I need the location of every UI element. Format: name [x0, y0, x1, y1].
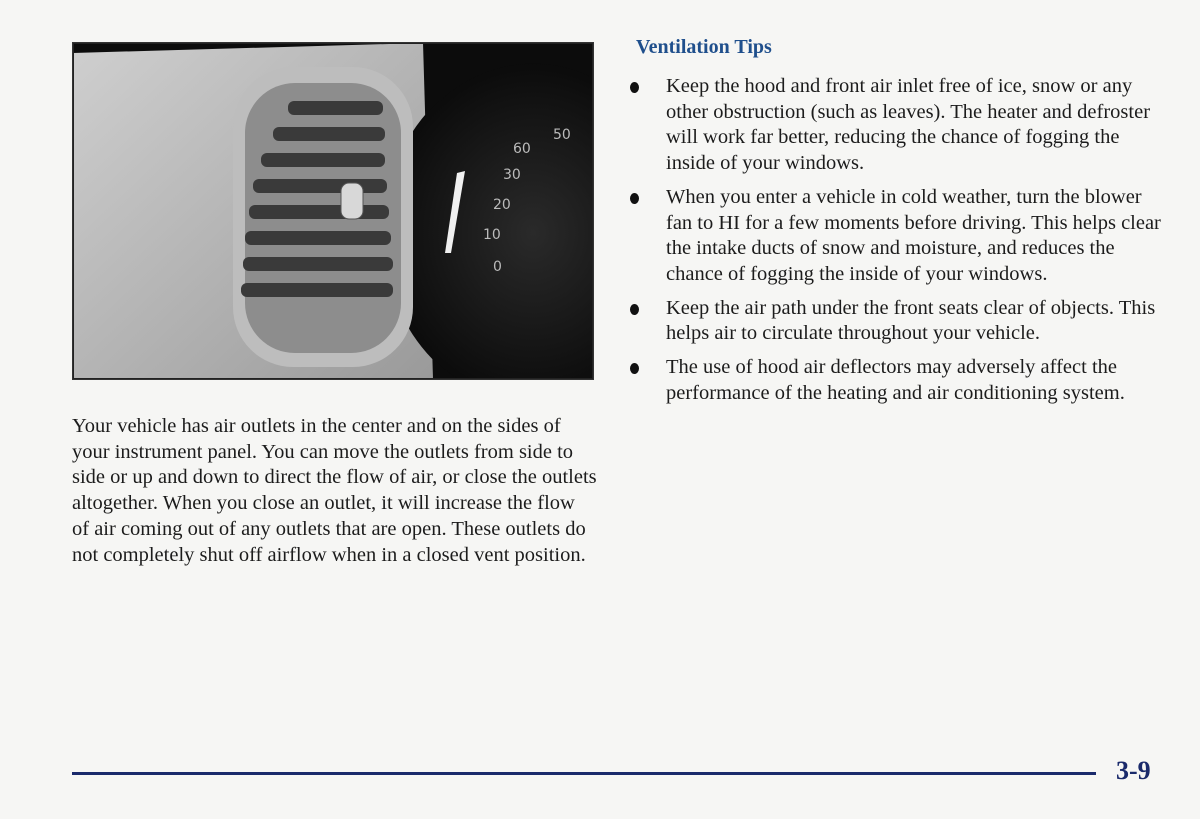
page-number: 3-9 [1116, 756, 1151, 785]
bullet-icon [630, 193, 639, 204]
tip-text: Keep the air path under the front seats clear of objects. This helps air to circulate throughout your vehicle. [666, 296, 1156, 345]
vent-photo [72, 42, 594, 380]
tip-item [628, 355, 1168, 406]
svg-text:20: 20 [493, 197, 511, 213]
section-title: Ventilation Tips [636, 36, 772, 58]
footer-rule [72, 772, 1096, 775]
intro-paragraph: Your vehicle has air outlets in the center and on the sides of your instrument panel. You can move the outlets from side to side or up and down to direct the flow of air, or close the outlets altogether. When you close an outlet, it will increase the flow of air coming out of any outlets that are open. These outlets do not completely shut off airflow when in a closed vent position. [72, 415, 597, 566]
tip-item [628, 185, 1168, 288]
vent-illustration [73, 43, 593, 379]
bullet-icon [630, 304, 639, 315]
svg-text:10: 10 [483, 227, 501, 243]
tips-list [628, 74, 1168, 414]
bullet-icon [630, 82, 639, 93]
tip-item [628, 74, 1168, 177]
svg-text:50: 50 [553, 127, 571, 143]
bullet-icon [630, 363, 639, 374]
tip-item [628, 296, 1168, 347]
tip-text: Keep the hood and front air inlet free of ice, snow or any other obstruction (such as leaves). The heater and defroster will work far better, reducing the chance of fogging the inside of your windows. [666, 75, 1151, 175]
tip-text: The use of hood air deflectors may adversely affect the performance of the heating and air conditioning system. [666, 356, 1125, 404]
svg-text:30: 30 [503, 167, 521, 183]
svg-text:0: 0 [493, 259, 502, 275]
svg-text:60: 60 [513, 141, 531, 157]
tip-text: When you enter a vehicle in cold weather, turn the blower fan to HI for a few moments before driving. This helps clear the intake ducts of snow and moisture, and reduces the chance of fogging the inside of your windows. [666, 185, 1161, 285]
